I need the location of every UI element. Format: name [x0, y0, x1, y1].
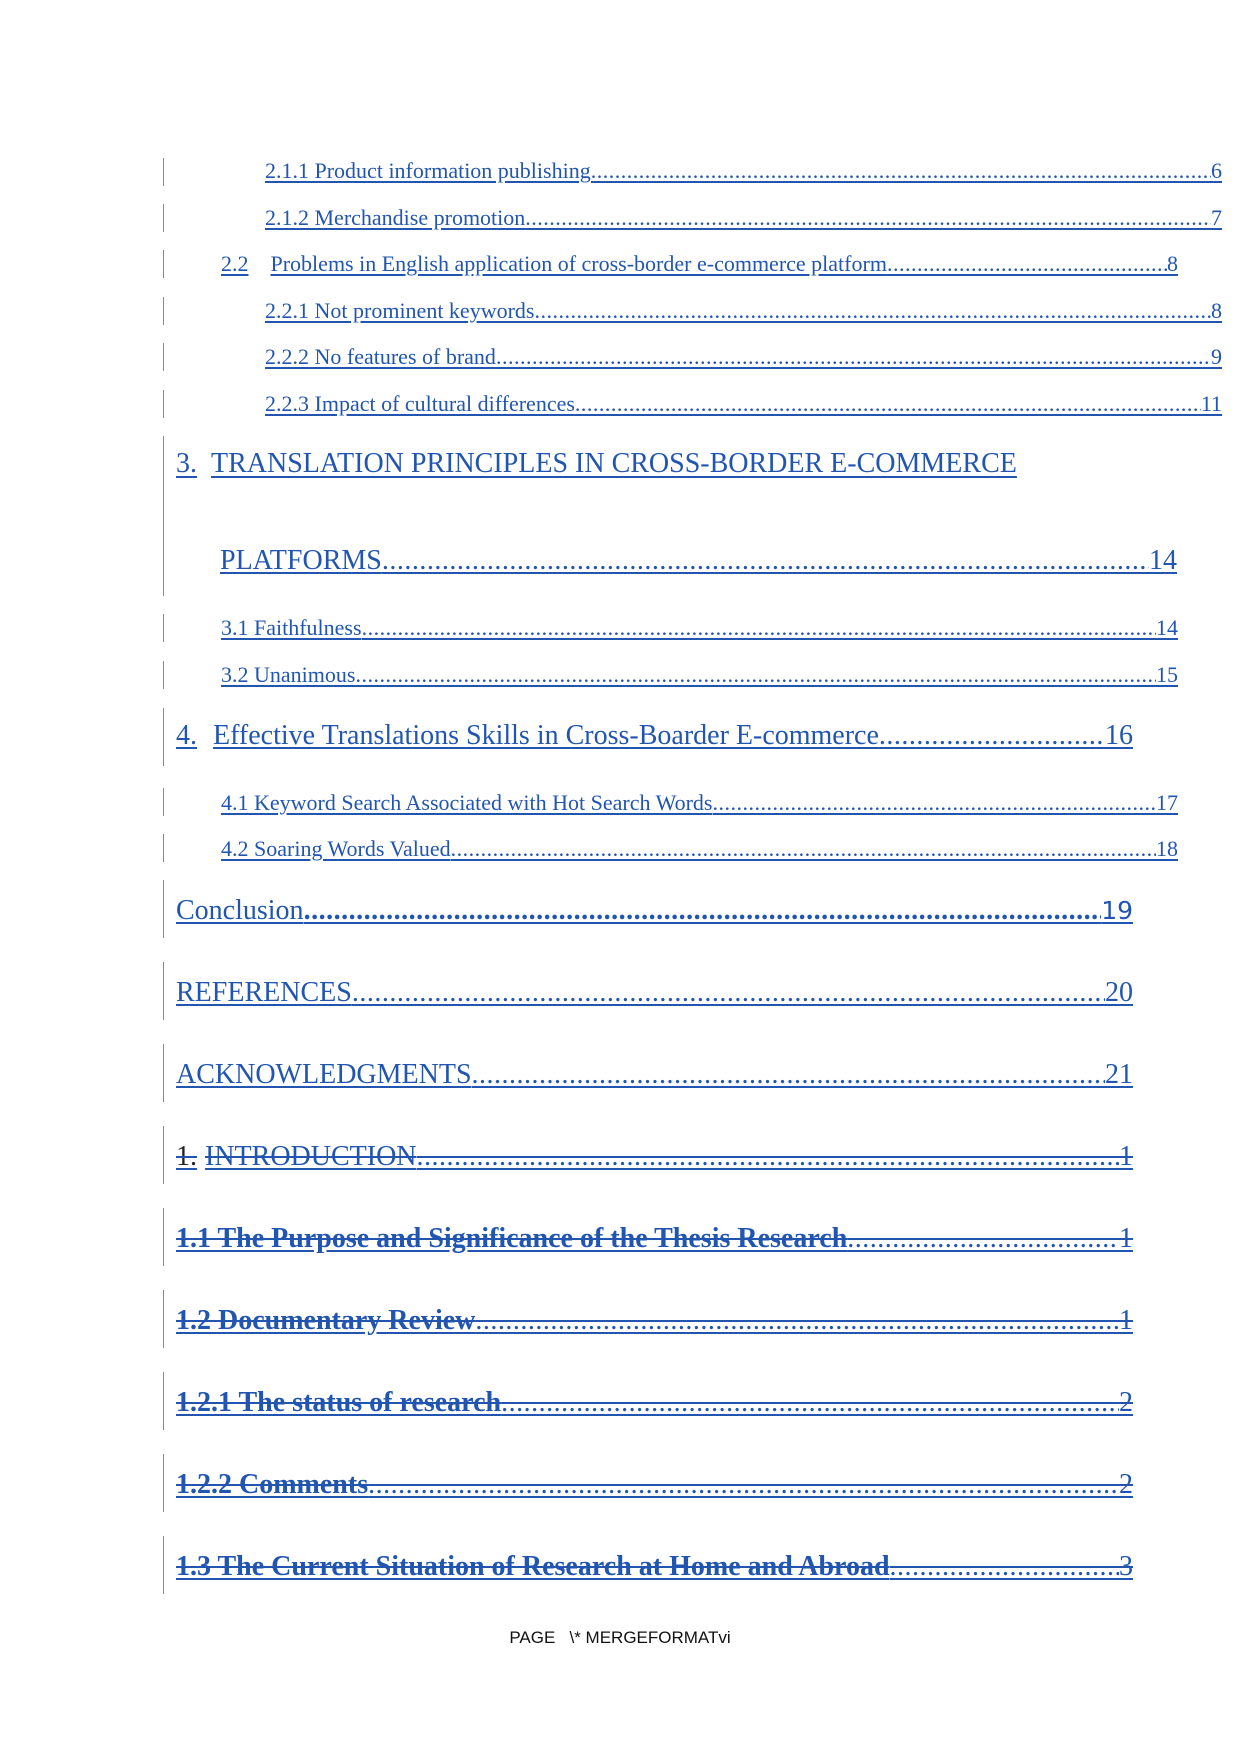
toc-entry-2-1-2[interactable] [163, 205, 1222, 231]
toc-leader-dots [451, 836, 1156, 862]
toc-entry-label: Conclusion [176, 895, 304, 926]
toc-leader-dots [847, 1223, 1119, 1255]
toc-page-number: 11 [1200, 391, 1222, 416]
toc-page-number: 21 [1105, 1059, 1133, 1090]
toc-entry-3-1[interactable] [163, 615, 1178, 641]
toc-entry-label: 2.2.2 No features of brand [265, 344, 496, 369]
toc-leader-dots [496, 344, 1211, 370]
toc-page-number: 9 [1211, 344, 1222, 369]
toc-page-number: 2 [1119, 1469, 1133, 1500]
toc-page-number: 20 [1105, 977, 1133, 1008]
toc-entry-acknowledgments[interactable] [163, 1059, 1133, 1091]
toc-leader-dots [368, 1469, 1119, 1501]
toc-entry-references[interactable] [163, 977, 1133, 1009]
toc-page-number: 16 [1105, 720, 1133, 751]
toc-entry-label: TRANSLATION PRINCIPLES IN CROSS-BORDER E-COMMERCE [211, 448, 1017, 479]
toc-page-number: 2 [1119, 1387, 1133, 1418]
toc-leader-dots [575, 391, 1201, 417]
toc-entry-label: 4.2 Soaring Words Valued [221, 836, 451, 861]
toc-entry-1-deleted[interactable] [163, 1141, 1133, 1173]
toc-entry-label: 1.3 The Current Situation of Research at Home and Abroad [176, 1551, 890, 1582]
toc-page-number: 1 [1119, 1223, 1133, 1254]
toc-entry-1-2-2-deleted[interactable] [163, 1469, 1133, 1501]
toc-leader-dots [879, 720, 1105, 752]
toc-entry-label: 3.1 Faithfulness [221, 615, 362, 640]
toc-entry-label: PLATFORMS [220, 545, 382, 576]
page-footer-field-code: PAGE \* MERGEFORMATvi [509, 1628, 731, 1647]
toc-entry-3-2[interactable] [163, 662, 1178, 688]
toc-entry-3-line1[interactable] [176, 448, 1017, 480]
toc-page-number: 8 [1167, 251, 1178, 276]
toc-page-number: 17 [1156, 790, 1178, 815]
toc-entry-number: 3. [176, 448, 197, 479]
toc-leader-dots [501, 1387, 1119, 1419]
toc-leader-dots [525, 205, 1211, 231]
toc-entry-label: INTRODUCTION [205, 1141, 417, 1172]
toc-entry-4-2[interactable] [163, 836, 1178, 862]
toc-entry-number: 4. [176, 720, 197, 751]
toc-entry-label: 2.1.1 Product information publishing [265, 158, 591, 183]
toc-page-number: 14 [1156, 615, 1178, 640]
toc-entry-conclusion[interactable] [163, 895, 1133, 927]
toc-entry-3-line2[interactable] [163, 545, 1177, 577]
toc-entry-2-2-1[interactable] [163, 298, 1222, 324]
toc-leader-dots [362, 615, 1156, 641]
toc-entry-label: 3.2 Unanimous [221, 662, 356, 687]
toc-entry-label: 1.2 Documentary Review [176, 1305, 476, 1336]
toc-page-number: 7 [1211, 205, 1222, 230]
toc-page-number: 1 [1119, 1141, 1133, 1172]
toc-page-number: 19 [1101, 896, 1133, 925]
toc-leader-dots [887, 251, 1167, 277]
toc-entry-label: 2.1.2 Merchandise promotion [265, 205, 526, 230]
toc-entry-label: 4.1 Keyword Search Associated with Hot Search Words [221, 790, 713, 815]
toc-entry-label: 1.2.2 Comments [176, 1469, 369, 1500]
toc-entry-label: REFERENCES [176, 977, 352, 1008]
toc-leader-dots [304, 895, 1102, 927]
toc-leader-dots [472, 1059, 1105, 1091]
toc-leader-dots [890, 1551, 1119, 1583]
toc-page-number: 18 [1156, 836, 1178, 861]
toc-entry-2-2-2[interactable] [163, 344, 1222, 370]
toc-entry-4[interactable] [163, 720, 1133, 752]
toc-page-number: 14 [1149, 545, 1177, 576]
toc-leader-dots [534, 298, 1211, 324]
toc-leader-dots [352, 977, 1105, 1009]
toc-entry-number: 1. [176, 1141, 197, 1172]
toc-page-number: 1 [1119, 1305, 1133, 1336]
toc-leader-dots [713, 790, 1157, 816]
toc-page-number: 3 [1119, 1551, 1133, 1582]
toc-leader-dots [355, 662, 1156, 688]
toc-page-number: 6 [1211, 158, 1222, 183]
toc-entry-1-2-deleted[interactable] [163, 1305, 1133, 1337]
toc-entry-label: 1.1 The Purpose and Significance of the Thesis Research [176, 1223, 848, 1254]
toc-entry-1-3-deleted[interactable] [163, 1551, 1133, 1583]
toc-entry-label: 2.2.3 Impact of cultural differences [265, 391, 575, 416]
toc-page-number: 15 [1156, 662, 1178, 687]
toc-entry-1-1-deleted[interactable] [163, 1223, 1133, 1255]
toc-entry-label: Problems in English application of cross-border e-commerce platform [270, 251, 887, 276]
toc-entry-4-1[interactable] [163, 790, 1178, 816]
toc-entry-2-2-3[interactable] [163, 391, 1222, 417]
toc-leader-dots [591, 158, 1211, 184]
toc-page-number: 8 [1211, 298, 1222, 323]
toc-entry-label: 1.2.1 The status of research [176, 1387, 502, 1418]
toc-entry-number: 2.2 [221, 251, 249, 276]
toc-leader-dots [475, 1305, 1119, 1337]
toc-entry-2-2[interactable] [163, 251, 1178, 277]
toc-entry-2-1-1[interactable] [163, 158, 1222, 184]
toc-leader-dots [417, 1141, 1119, 1173]
toc-entry-label: 2.2.1 Not prominent keywords [265, 298, 535, 323]
toc-entry-1-2-1-deleted[interactable] [163, 1387, 1133, 1419]
toc-entry-label: ACKNOWLEDGMENTS [176, 1059, 472, 1090]
toc-entry-label: Effective Translations Skills in Cross-Boarder E-commerce [213, 720, 879, 751]
toc-leader-dots [382, 545, 1149, 577]
